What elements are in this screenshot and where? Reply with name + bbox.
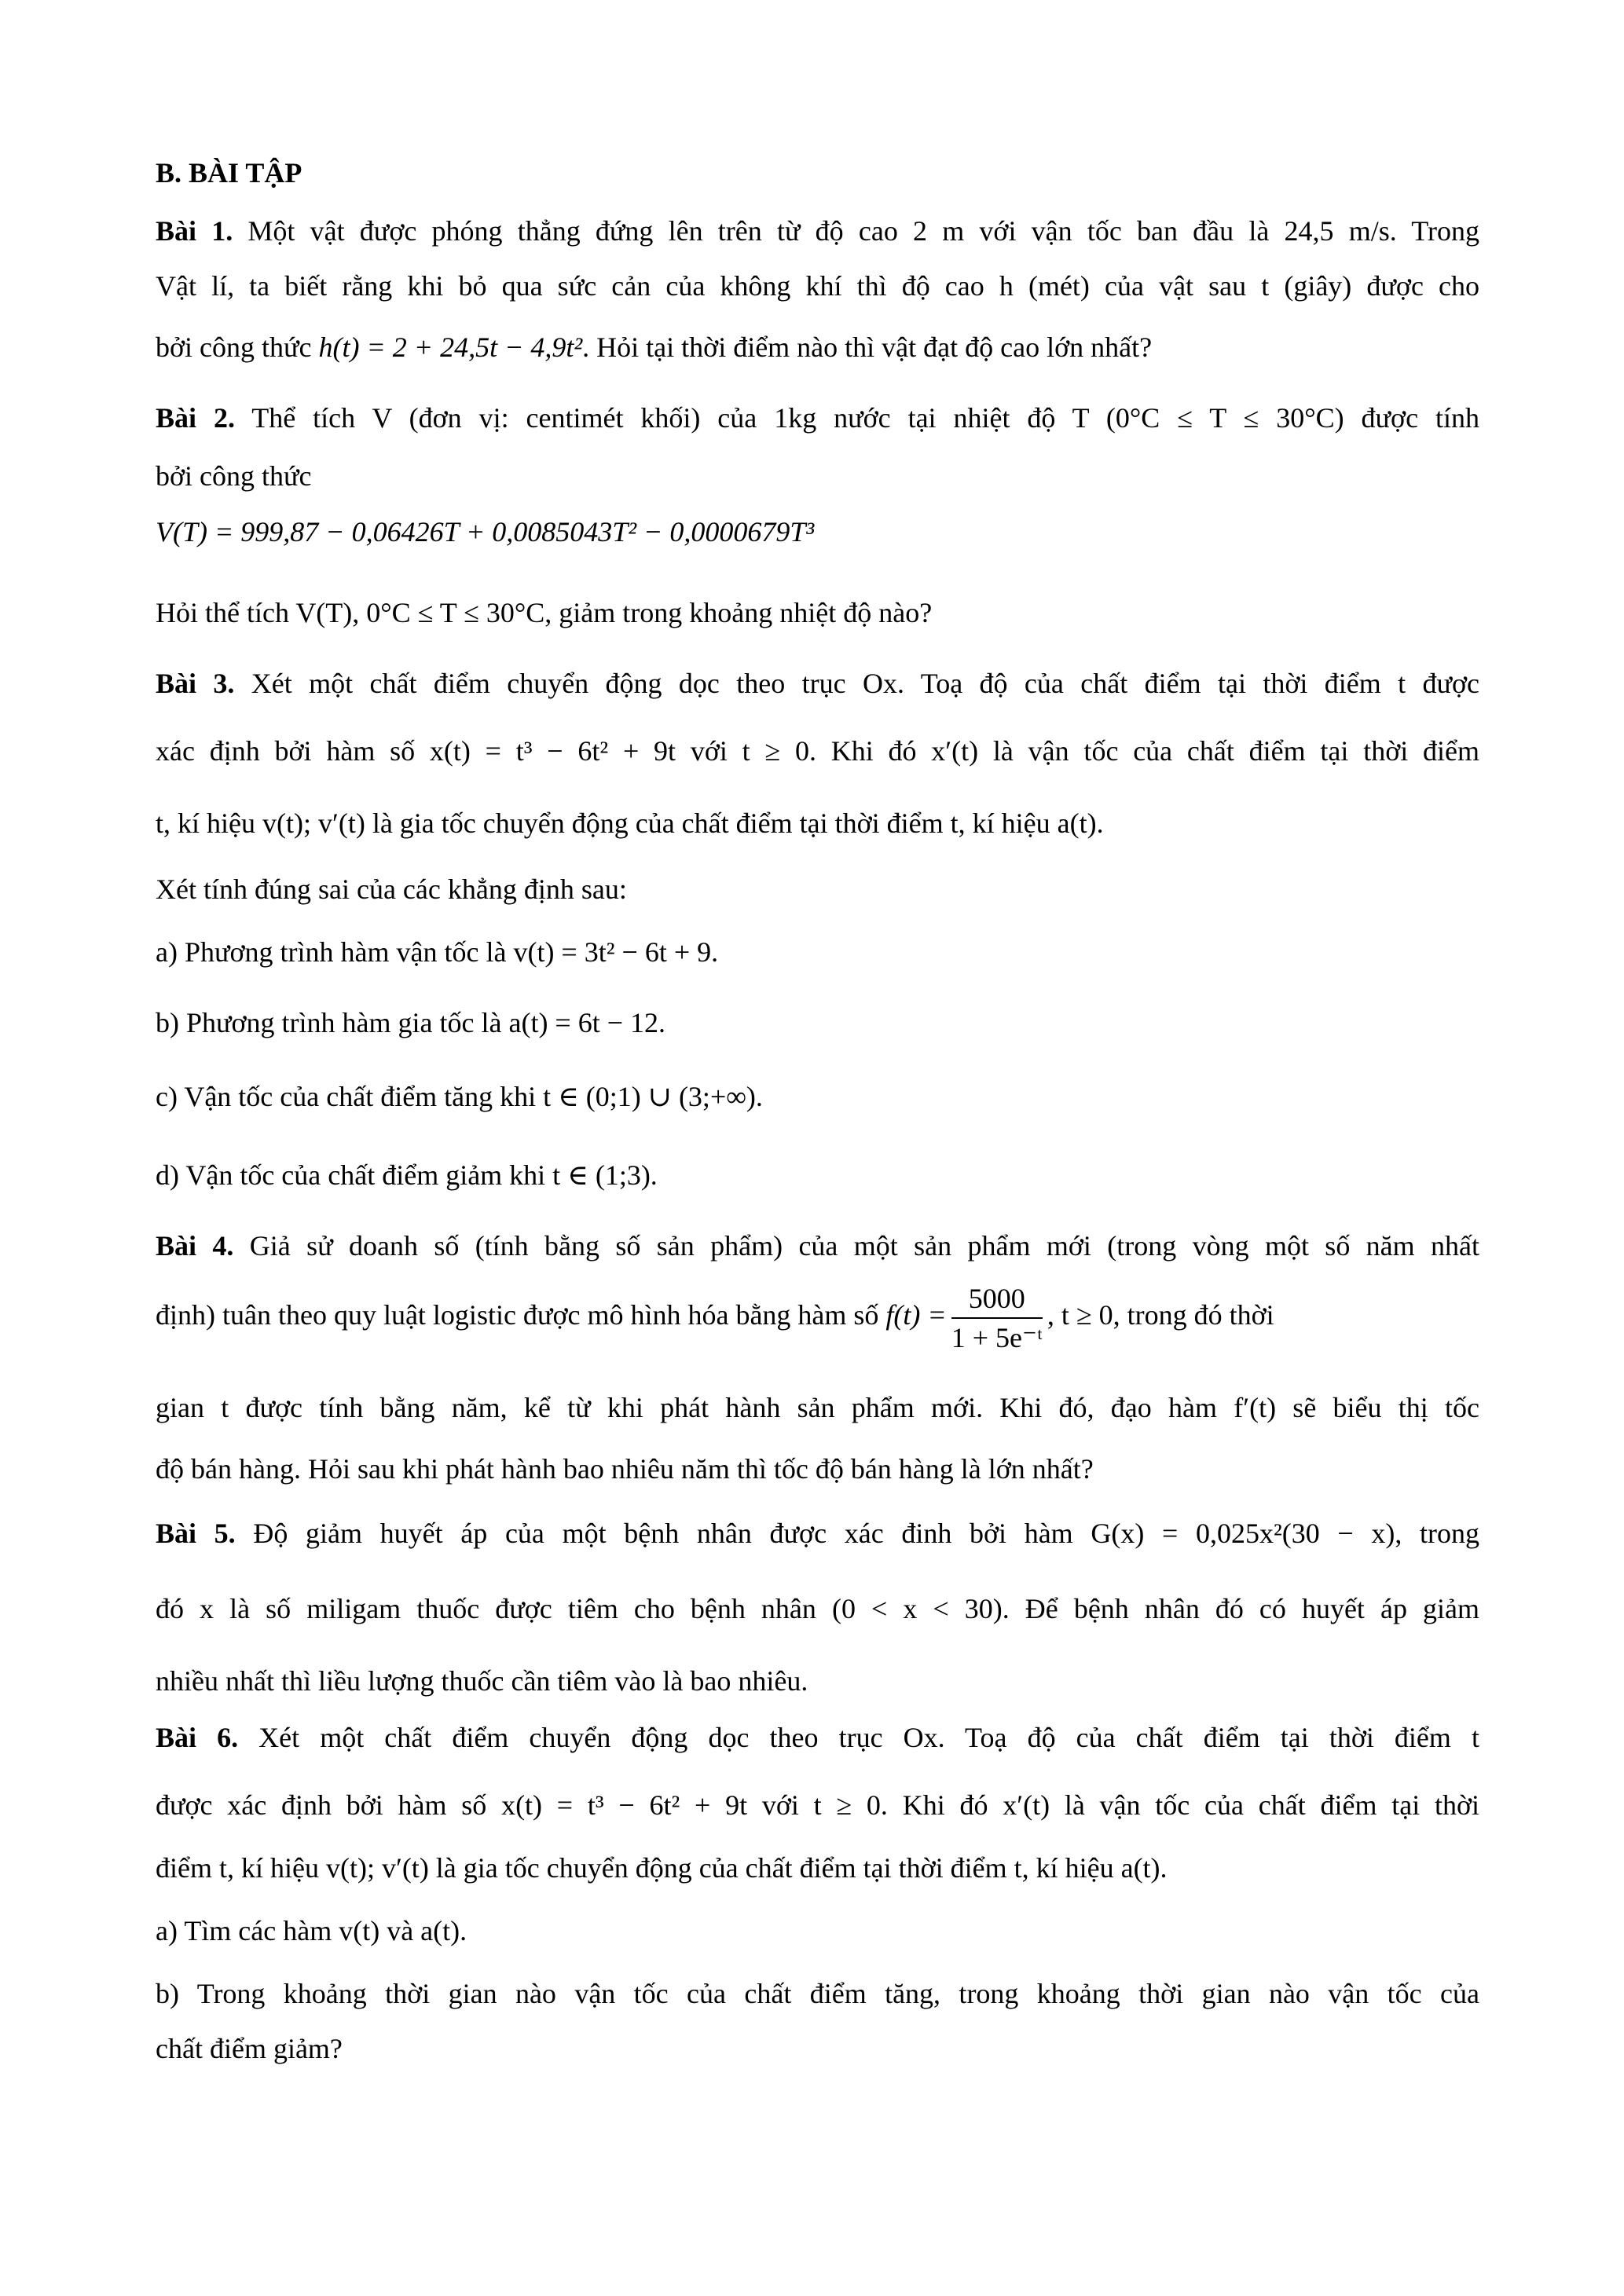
problem-4-line-1: Bài 4. Giả sử doanh số (tính bằng số sản phẩm) của một sản phẩm mới (trong vòng một số năm nhất: [156, 1230, 1480, 1262]
problem-4-line-3: gian t được tính bằng năm, kể từ khi phát hành sản phẩm mới. Khi đó, đạo hàm f′(t) sẽ biểu thị tốc: [156, 1392, 1479, 1423]
problem-4-label: Bài 4.: [156, 1230, 234, 1262]
problem-4-fraction: [951, 1281, 1043, 1355]
problem-3-line-4: Xét tính đúng sai của các khẳng định sau:: [156, 873, 627, 905]
problem-2-formula: V(T) = 999,87 − 0,06426T + 0,0085043T² − 0,0000679T³: [156, 516, 815, 547]
problem-3-line-3: t, kí hiệu v(t); v′(t) là gia tốc chuyển động của chất điểm tại thời điểm t, kí hiệu a(t).: [156, 807, 1104, 839]
problem-3-line-2: xác định bởi hàm số x(t) = t³ − 6t² + 9t với t ≥ 0. Khi đó x′(t) là vận tốc của chất điểm tại thời điểm: [156, 735, 1479, 767]
problem-1-label: Bài 1.: [156, 215, 233, 247]
problem-5-line-1: Bài 5. Độ giảm huyết áp của một bệnh nhân được xác đinh bởi hàm G(x) = 0,025x²(30 − x), trong: [156, 1518, 1480, 1549]
problem-4-line-2: định) tuân theo quy luật logistic được mô hình hóa bằng hàm số f(t) = $\frac{5000}{\text{1 + 5e⁻ᵗ}}$ , t ≥ 0, trong đó thời: [156, 1282, 1274, 1353]
problem-3-statement-b: b) Phương trình hàm gia tốc là a(t) = 6t − 12.: [156, 1007, 666, 1038]
problem-5-label: Bài 5.: [156, 1518, 236, 1549]
problem-1-line-2: Vật lí, ta biết rằng khi bỏ qua sức cản của không khí thì độ cao h (mét) của vật sau t (giây) được cho: [156, 270, 1479, 302]
problem-2-line-4: Hỏi thể tích V(T), 0°C ≤ T ≤ 30°C, giảm trong khoảng nhiệt độ nào?: [156, 597, 933, 628]
problem-6-line-2: được xác định bởi hàm số x(t) = t³ − 6t² + 9t với t ≥ 0. Khi đó x′(t) là vận tốc của chất điểm tại thời: [156, 1789, 1479, 1821]
problem-5-line-2: đó x là số miligam thuốc được tiêm cho bệnh nhân (0 < x < 30). Để bệnh nhân đó có huyết áp giảm: [156, 1593, 1479, 1624]
problem-3-line-1: Bài 3. Xét một chất điểm chuyển động dọc theo trục Ox. Toạ độ của chất điểm tại thời điểm t được: [156, 668, 1480, 699]
problem-4-fraction-numerator: 5000: [951, 1281, 1043, 1319]
problem-6-statement-a: a) Tìm các hàm v(t) và a(t).: [156, 1915, 467, 1946]
problem-3-statement-a: a) Phương trình hàm vận tốc là v(t) = 3t² − 6t + 9.: [156, 936, 719, 968]
problem-3-label: Bài 3.: [156, 668, 235, 699]
problem-3-statement-d: d) Vận tốc của chất điểm giảm khi t ∈ (1;3).: [156, 1159, 658, 1191]
problem-6-statement-b-line-1: b) Trong khoảng thời gian nào vận tốc của chất điểm tăng, trong khoảng thời gian nào vận tốc của: [156, 1978, 1479, 2009]
problem-1-formula: h(t) = 2 + 24,5t − 4,9t²: [318, 331, 583, 363]
problem-6-line-3: điểm t, kí hiệu v(t); v′(t) là gia tốc chuyển động của chất điểm tại thời điểm t, kí hiệu a(t).: [156, 1852, 1168, 1884]
problem-2-line-1: Bài 2. Thể tích V (đơn vị: centimét khối) của 1kg nước tại nhiệt độ T (0°C ≤ T ≤ 30°C) được tính: [156, 402, 1480, 434]
problem-1-line-1: Bài 1. Một vật được phóng thẳng đứng lên trên từ độ cao 2 m với vận tốc ban đầu là 24,5 m/s. Trong: [156, 215, 1479, 247]
problem-1-line-3: bởi công thức h(t) = 2 + 24,5t − 4,9t². Hỏi tại thời điểm nào thì vật đạt độ cao lớn nhất?: [156, 331, 1153, 363]
problem-4-fraction-denominator: 1 + 5e⁻ᵗ: [951, 1321, 1043, 1353]
problem-2-label: Bài 2.: [156, 402, 235, 434]
problem-6-statement-b-line-2: chất điểm giảm?: [156, 2033, 343, 2064]
problem-6-label: Bài 6.: [156, 1722, 239, 1753]
problem-5-line-3: nhiều nhất thì liều lượng thuốc cần tiêm vào là bao nhiêu.: [156, 1665, 808, 1697]
problem-6-line-1: Bài 6. Xét một chất điểm chuyển động dọc theo trục Ox. Toạ độ của chất điểm tại thời điểm t: [156, 1722, 1479, 1753]
problem-4-line-4: độ bán hàng. Hỏi sau khi phát hành bao nhiêu năm thì tốc độ bán hàng là lớn nhất?: [156, 1453, 1094, 1485]
problem-2-line-2: bởi công thức: [156, 460, 312, 492]
section-title: B. BÀI TẬP: [156, 157, 302, 189]
problem-3-statement-c: c) Vận tốc của chất điểm tăng khi t ∈ (0;1) ∪ (3;+∞).: [156, 1081, 763, 1112]
problem-4-formula-lhs: f(t) =: [885, 1299, 947, 1331]
